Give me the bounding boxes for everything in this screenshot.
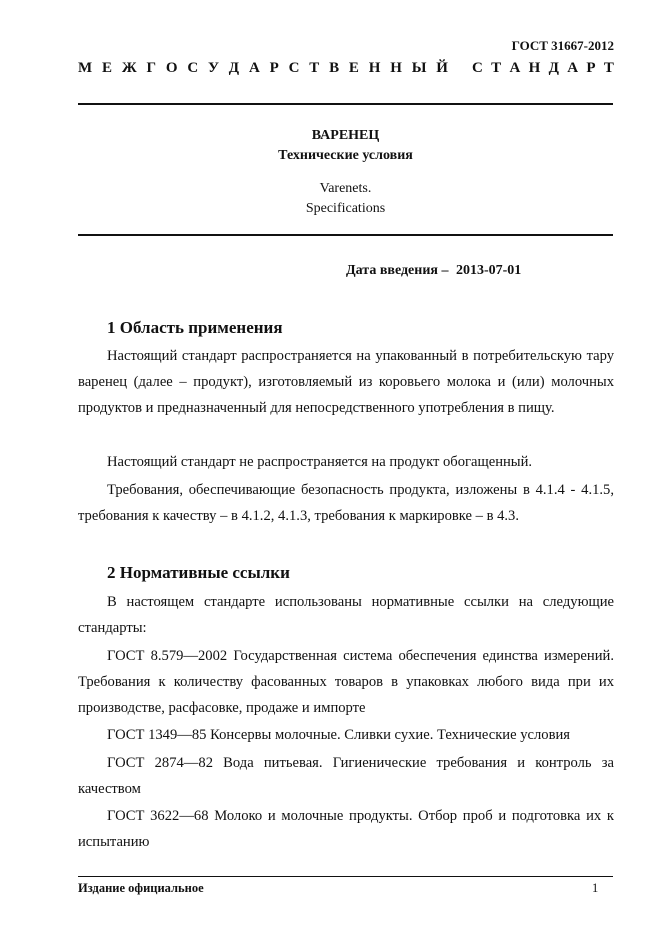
doc-subtitle-en: Specifications bbox=[305, 201, 386, 216]
banner-word-standard: С Т А Н Д А Р Т bbox=[472, 60, 614, 76]
title-divider bbox=[78, 234, 613, 236]
section-2-heading: 2 Нормативные ссылки bbox=[107, 563, 290, 582]
section-2-paragraph-1: В настоящем стандарте использованы нормативные ссылки на следующие стандарты: bbox=[78, 594, 614, 636]
footer-divider bbox=[78, 876, 613, 877]
doc-title-en: Varenets. bbox=[319, 181, 372, 196]
section-1-paragraph-3: Требования, обеспечивающие безопасность продукта, изложены в 4.1.4 - 4.1.5, требования к качеству – в 4.1.2, 4.1.3, требования к маркировке – в 4.3. bbox=[78, 482, 614, 524]
reference-item: ГОСТ 3622—68 Молоко и молочные продукты. Отбор проб и подготовка их к испытанию bbox=[78, 808, 614, 850]
introduction-date-label: Дата введения – bbox=[346, 263, 449, 278]
standard-banner bbox=[78, 60, 614, 77]
doc-title: ВАРЕНЕЦ bbox=[311, 128, 380, 143]
reference-item: ГОСТ 1349—85 Консервы молочные. Сливки сухие. Технические условия bbox=[107, 727, 571, 743]
introduction-date bbox=[346, 263, 521, 279]
reference-item: ГОСТ 2874—82 Вода питьевая. Гигиенические требования и контроль за качеством bbox=[78, 755, 614, 797]
section-1-paragraph-2: Настоящий стандарт не распространяется на продукт обогащенный. bbox=[107, 454, 533, 470]
section-1-paragraph-1: Настоящий стандарт распространяется на упакованный в потребительскую тару варенец (далее – продукт), изготовляемый из коровьего молока и (или) молочных продуктов и предназначенный для непосредственного употребления в пищу. bbox=[78, 348, 614, 416]
document-code: ГОСТ 31667-2012 bbox=[511, 38, 614, 53]
reference-item: ГОСТ 8.579—2002 Государственная система обеспечения единства измерений. Требования к количеству фасованных товаров в упаковках любого вида при их производстве, расфасовке, продаже и импорте bbox=[78, 648, 614, 716]
official-edition-label: Издание официальное bbox=[78, 881, 204, 895]
page-number: 1 bbox=[592, 881, 599, 895]
section-1-heading: 1 Область применения bbox=[107, 318, 283, 337]
doc-subtitle: Технические условия bbox=[278, 148, 413, 163]
introduction-date-value: 2013-07-01 bbox=[455, 263, 522, 278]
header-divider bbox=[78, 103, 613, 105]
banner-word-interstate: М Е Ж Г О С У Д А Р С Т В Е Н Н Ы Й bbox=[78, 60, 448, 76]
